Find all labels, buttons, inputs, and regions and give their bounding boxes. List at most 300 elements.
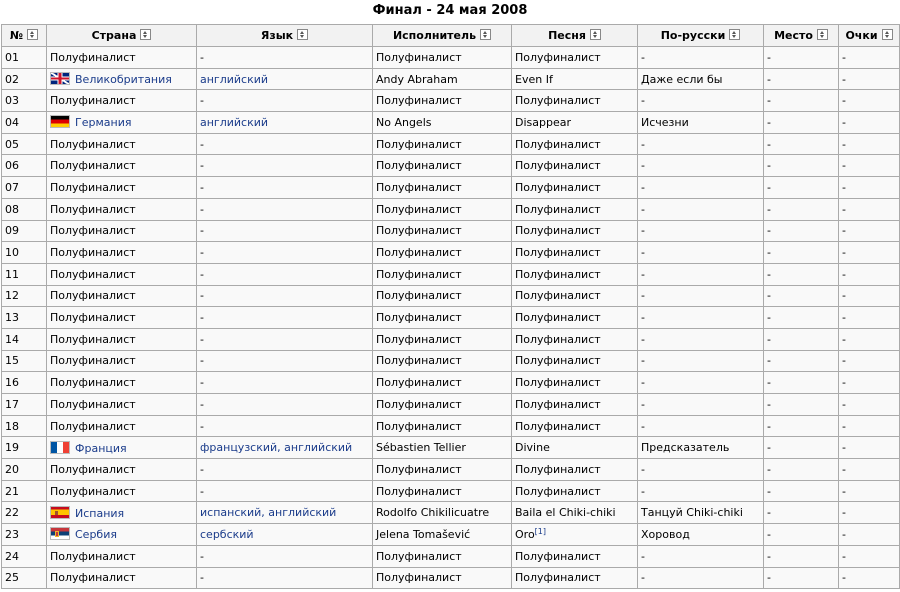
table-row	[2, 133, 900, 155]
cell-song-text: Полуфиналист	[515, 159, 601, 173]
cell-translation	[638, 545, 764, 567]
cell-place-text: -	[767, 289, 771, 303]
cell-language-link[interactable]: английский	[200, 115, 269, 129]
cell-number	[2, 263, 47, 285]
cell-language	[197, 177, 373, 199]
cell-artist	[373, 437, 512, 459]
column-header-country	[47, 25, 197, 47]
serbia-flag-icon	[50, 527, 70, 540]
cell-song-text: Полуфиналист	[515, 311, 601, 325]
cell-translation	[638, 68, 764, 90]
cell-points	[839, 220, 900, 242]
cell-language	[197, 372, 373, 394]
cell-translation-text: -	[641, 246, 645, 260]
cell-language-text: -	[200, 397, 204, 411]
cell-points	[839, 480, 900, 502]
cell-language	[197, 502, 373, 524]
cell-number	[2, 90, 47, 112]
cell-language	[197, 155, 373, 177]
cell-artist-text: Полуфиналист	[376, 202, 462, 216]
cell-points	[839, 47, 900, 69]
cell-song	[512, 220, 638, 242]
cell-points-text: -	[842, 462, 846, 476]
cell-translation-text: -	[641, 159, 645, 173]
cell-language-text: -	[200, 267, 204, 281]
cell-song	[512, 68, 638, 90]
table-row	[2, 545, 900, 567]
table-row	[2, 285, 900, 307]
cell-points-text: -	[842, 571, 846, 585]
cell-country	[47, 220, 197, 242]
header-row	[2, 25, 900, 47]
cell-country-text: Полуфиналист	[50, 419, 136, 433]
cell-number	[2, 350, 47, 372]
cell-country-text: Полуфиналист	[50, 137, 136, 151]
cell-country	[47, 480, 197, 502]
cell-translation	[638, 394, 764, 416]
cell-song-text: Полуфиналист	[515, 549, 601, 563]
cell-place-text: -	[767, 224, 771, 238]
cell-artist-text: Andy Abraham	[376, 72, 458, 86]
cell-song-text: Полуфиналист	[515, 484, 601, 498]
cell-number	[2, 567, 47, 589]
cell-artist	[373, 177, 512, 199]
cell-number	[2, 437, 47, 459]
cell-country-link[interactable]: Сербия	[75, 528, 117, 542]
cell-points-text: -	[842, 506, 846, 520]
cell-translation-text: Хоровод	[641, 527, 690, 541]
cell-language	[197, 263, 373, 285]
cell-language-link[interactable]: сербский	[200, 527, 254, 541]
cell-song	[512, 459, 638, 481]
cell-translation	[638, 502, 764, 524]
cell-translation	[638, 350, 764, 372]
cell-points-text: -	[842, 72, 846, 86]
cell-language	[197, 47, 373, 69]
cell-points-text: -	[842, 267, 846, 281]
footnote-link[interactable]: [1]	[534, 526, 547, 536]
cell-country-text: Полуфиналист	[50, 549, 136, 563]
cell-song	[512, 242, 638, 264]
cell-translation-text: Предсказатель	[641, 441, 730, 455]
table-row	[2, 372, 900, 394]
cell-points-text: -	[842, 180, 846, 194]
cell-points	[839, 177, 900, 199]
cell-artist-text: Полуфиналист	[376, 289, 462, 303]
cell-song	[512, 198, 638, 220]
cell-number-text: 01	[5, 50, 19, 64]
cell-language	[197, 437, 373, 459]
cell-language	[197, 133, 373, 155]
cell-place-text: -	[767, 462, 771, 476]
cell-translation	[638, 567, 764, 589]
cell-country	[47, 307, 197, 329]
cell-artist-text: Полуфиналист	[376, 246, 462, 260]
cell-language	[197, 415, 373, 437]
cell-number	[2, 480, 47, 502]
cell-points-text: -	[842, 397, 846, 411]
cell-artist-text: Полуфиналист	[376, 571, 462, 585]
cell-artist-text: Полуфиналист	[376, 419, 462, 433]
table-row	[2, 502, 900, 524]
cell-translation-text: Танцуй Chiki-chiki	[641, 506, 743, 520]
cell-translation-text: -	[641, 202, 645, 216]
cell-number	[2, 307, 47, 329]
cell-place-text: -	[767, 441, 771, 455]
cell-translation-text: Даже если бы	[641, 72, 723, 86]
cell-song-text: Полуфиналист	[515, 180, 601, 194]
cell-points	[839, 285, 900, 307]
cell-place-text: -	[767, 246, 771, 260]
table-caption: Финал - 24 мая 2008	[372, 3, 528, 18]
cell-place	[764, 524, 839, 546]
cell-language	[197, 394, 373, 416]
cell-language-text: -	[200, 202, 204, 216]
cell-country-text: Полуфиналист	[50, 50, 136, 64]
cell-song	[512, 177, 638, 199]
cell-song-text: Полуфиналист	[515, 376, 601, 390]
cell-country	[47, 567, 197, 589]
cell-points-text: -	[842, 376, 846, 390]
cell-points-text: -	[842, 354, 846, 368]
cell-place	[764, 198, 839, 220]
cell-song-text: Even If	[515, 72, 553, 86]
cell-country	[47, 47, 197, 69]
cell-language	[197, 90, 373, 112]
table-row	[2, 524, 900, 546]
cell-points-text: -	[842, 246, 846, 260]
cell-translation-text: -	[641, 419, 645, 433]
cell-number-text: 02	[5, 72, 19, 86]
cell-place	[764, 394, 839, 416]
cell-artist	[373, 350, 512, 372]
cell-place	[764, 155, 839, 177]
cell-song-text: Полуфиналист	[515, 50, 601, 64]
cell-country-text: Полуфиналист	[50, 354, 136, 368]
cell-song-text: Полуфиналист	[515, 332, 601, 346]
cell-song-text: Полуфиналист	[515, 289, 601, 303]
table-row	[2, 263, 900, 285]
cell-place	[764, 502, 839, 524]
column-header-label: Страна	[91, 29, 137, 42]
cell-translation	[638, 437, 764, 459]
cell-country-text: Полуфиналист	[50, 180, 136, 194]
column-header-points	[839, 25, 900, 47]
sort-icon[interactable]	[480, 29, 491, 40]
cell-translation	[638, 112, 764, 134]
cell-number-text: 20	[5, 462, 19, 476]
cell-song-text: Disappear	[515, 115, 571, 129]
cell-translation	[638, 459, 764, 481]
cell-number-text: 21	[5, 484, 19, 498]
sort-icon[interactable]	[882, 29, 893, 40]
cell-song	[512, 263, 638, 285]
sort-icon[interactable]	[140, 29, 151, 40]
cell-number	[2, 328, 47, 350]
cell-artist	[373, 133, 512, 155]
cell-country	[47, 394, 197, 416]
cell-song-text: Полуфиналист	[515, 397, 601, 411]
cell-country-text: Полуфиналист	[50, 159, 136, 173]
cell-number-text: 04	[5, 115, 19, 129]
cell-place-text: -	[767, 202, 771, 216]
cell-translation	[638, 480, 764, 502]
table-row	[2, 220, 900, 242]
cell-points	[839, 502, 900, 524]
cell-artist-text: Rodolfo Chikilicuatre	[376, 506, 490, 520]
cell-artist	[373, 545, 512, 567]
cell-place	[764, 47, 839, 69]
cell-song	[512, 372, 638, 394]
cell-language-link[interactable]: испанский, английский	[200, 506, 337, 520]
cell-place	[764, 242, 839, 264]
cell-artist-text: Полуфиналист	[376, 397, 462, 411]
cell-translation-text: -	[641, 571, 645, 585]
cell-place	[764, 480, 839, 502]
cell-number-text: 23	[5, 527, 19, 541]
cell-points-text: -	[842, 50, 846, 64]
cell-place	[764, 415, 839, 437]
cell-translation	[638, 155, 764, 177]
cell-country-link[interactable]: Франция	[75, 441, 127, 455]
cell-country-text: Полуфиналист	[50, 246, 136, 260]
cell-country-text: Полуфиналист	[50, 332, 136, 346]
cell-number-text: 25	[5, 571, 19, 585]
cell-artist-text: Полуфиналист	[376, 484, 462, 498]
cell-song	[512, 307, 638, 329]
cell-song	[512, 285, 638, 307]
cell-number-text: 03	[5, 94, 19, 108]
cell-language-text: -	[200, 50, 204, 64]
cell-song	[512, 415, 638, 437]
cell-song-text: Полуфиналист	[515, 137, 601, 151]
cell-country	[47, 545, 197, 567]
cell-language-text: -	[200, 462, 204, 476]
cell-number	[2, 242, 47, 264]
sort-icon[interactable]	[27, 29, 38, 40]
cell-country	[47, 437, 197, 459]
cell-translation-text: -	[641, 180, 645, 194]
cell-place-text: -	[767, 354, 771, 368]
cell-place-text: -	[767, 137, 771, 151]
cell-artist	[373, 394, 512, 416]
cell-artist-text: Полуфиналист	[376, 462, 462, 476]
cell-language-text: -	[200, 354, 204, 368]
cell-country	[47, 350, 197, 372]
cell-artist	[373, 415, 512, 437]
cell-language	[197, 285, 373, 307]
cell-place	[764, 328, 839, 350]
cell-points	[839, 307, 900, 329]
cell-translation-text: -	[641, 224, 645, 238]
cell-translation	[638, 524, 764, 546]
column-header-place	[764, 25, 839, 47]
cell-language-link[interactable]: английский	[200, 72, 269, 86]
cell-language-link[interactable]: французский, английский	[200, 441, 353, 455]
cell-song-text: Полуфиналист	[515, 246, 601, 260]
sort-icon[interactable]	[297, 29, 308, 40]
cell-song	[512, 47, 638, 69]
column-header-label: №	[9, 29, 24, 42]
cell-translation	[638, 285, 764, 307]
cell-country-text: Полуфиналист	[50, 311, 136, 325]
cell-artist	[373, 480, 512, 502]
cell-language	[197, 480, 373, 502]
cell-song-text: Полуфиналист	[515, 419, 601, 433]
cell-translation	[638, 242, 764, 264]
cell-song	[512, 133, 638, 155]
column-header-song	[512, 25, 638, 47]
cell-country	[47, 459, 197, 481]
cell-song-text: Полуфиналист	[515, 354, 601, 368]
cell-points	[839, 263, 900, 285]
table-row	[2, 155, 900, 177]
cell-language	[197, 328, 373, 350]
cell-points-text: -	[842, 94, 846, 108]
table-row	[2, 68, 900, 90]
cell-language	[197, 198, 373, 220]
cell-place-text: -	[767, 180, 771, 194]
cell-song	[512, 524, 638, 546]
cell-place	[764, 350, 839, 372]
cell-number-text: 16	[5, 376, 19, 390]
sort-icon[interactable]	[817, 29, 828, 40]
cell-number-text: 07	[5, 180, 19, 194]
cell-translation	[638, 133, 764, 155]
cell-translation-text: Исчезни	[641, 115, 689, 129]
cell-translation	[638, 90, 764, 112]
cell-points-text: -	[842, 549, 846, 563]
cell-artist	[373, 502, 512, 524]
cell-translation	[638, 307, 764, 329]
cell-country-text: Полуфиналист	[50, 397, 136, 411]
cell-artist-text: Полуфиналист	[376, 137, 462, 151]
cell-points	[839, 328, 900, 350]
column-header-label: Очки	[845, 29, 878, 42]
cell-song-text: Полуфиналист	[515, 267, 601, 281]
column-header-artist	[373, 25, 512, 47]
cell-country	[47, 242, 197, 264]
cell-number	[2, 394, 47, 416]
cell-country	[47, 372, 197, 394]
cell-points	[839, 394, 900, 416]
cell-number	[2, 524, 47, 546]
cell-country	[47, 198, 197, 220]
cell-song	[512, 480, 638, 502]
cell-translation-text: -	[641, 332, 645, 346]
sort-icon[interactable]	[729, 29, 740, 40]
cell-place-text: -	[767, 159, 771, 173]
table-row	[2, 112, 900, 134]
cell-song-text: Divine	[515, 441, 550, 455]
cell-language-text: -	[200, 419, 204, 433]
cell-translation-text: -	[641, 397, 645, 411]
cell-country-link[interactable]: Испания	[75, 506, 125, 520]
cell-song	[512, 112, 638, 134]
germany-flag-icon	[50, 115, 70, 128]
cell-translation	[638, 415, 764, 437]
cell-country-link[interactable]: Германия	[75, 116, 132, 130]
cell-place	[764, 112, 839, 134]
cell-song-text: Полуфиналист	[515, 224, 601, 238]
cell-translation-text: -	[641, 484, 645, 498]
cell-artist	[373, 198, 512, 220]
column-header-label: По-русски	[660, 29, 726, 42]
cell-language-text: -	[200, 224, 204, 238]
cell-place	[764, 285, 839, 307]
cell-artist-text: Полуфиналист	[376, 180, 462, 194]
cell-song	[512, 155, 638, 177]
cell-number	[2, 220, 47, 242]
sort-icon[interactable]	[590, 29, 601, 40]
cell-song-text: Полуфиналист	[515, 462, 601, 476]
cell-number	[2, 47, 47, 69]
cell-number	[2, 285, 47, 307]
cell-points	[839, 242, 900, 264]
cell-country-text: Полуфиналист	[50, 202, 136, 216]
cell-country-link[interactable]: Великобритания	[75, 73, 172, 87]
cell-translation-text: -	[641, 311, 645, 325]
cell-points-text: -	[842, 441, 846, 455]
table-row	[2, 394, 900, 416]
cell-artist-text: Полуфиналист	[376, 159, 462, 173]
uk-flag-icon	[50, 72, 70, 85]
cell-points-text: -	[842, 311, 846, 325]
cell-country	[47, 328, 197, 350]
cell-number	[2, 177, 47, 199]
cell-translation	[638, 328, 764, 350]
cell-language-text: -	[200, 246, 204, 260]
cell-points-text: -	[842, 527, 846, 541]
cell-country	[47, 90, 197, 112]
table-row	[2, 480, 900, 502]
cell-artist-text: No Angels	[376, 115, 432, 129]
cell-translation-text: -	[641, 137, 645, 151]
cell-song	[512, 545, 638, 567]
cell-translation-text: -	[641, 354, 645, 368]
table-row	[2, 415, 900, 437]
cell-country-text: Полуфиналист	[50, 267, 136, 281]
cell-number-text: 06	[5, 159, 19, 173]
cell-artist	[373, 307, 512, 329]
cell-number-text: 08	[5, 202, 19, 216]
cell-points	[839, 68, 900, 90]
cell-number-text: 09	[5, 224, 19, 238]
cell-language-text: -	[200, 94, 204, 108]
cell-song-text: Baila el Chiki-chiki	[515, 506, 616, 520]
cell-place	[764, 545, 839, 567]
cell-place-text: -	[767, 419, 771, 433]
cell-translation-text: -	[641, 289, 645, 303]
cell-number-text: 24	[5, 549, 19, 563]
cell-number	[2, 133, 47, 155]
cell-artist-text: Полуфиналист	[376, 332, 462, 346]
cell-artist-text: Полуфиналист	[376, 311, 462, 325]
cell-number	[2, 502, 47, 524]
cell-translation	[638, 177, 764, 199]
cell-country	[47, 155, 197, 177]
cell-points	[839, 350, 900, 372]
cell-language-text: -	[200, 159, 204, 173]
cell-artist	[373, 285, 512, 307]
cell-artist-text: Полуфиналист	[376, 376, 462, 390]
cell-points-text: -	[842, 202, 846, 216]
table-row	[2, 328, 900, 350]
table-body	[2, 47, 900, 589]
cell-number-text: 13	[5, 311, 19, 325]
cell-place	[764, 133, 839, 155]
cell-number-text: 15	[5, 354, 19, 368]
